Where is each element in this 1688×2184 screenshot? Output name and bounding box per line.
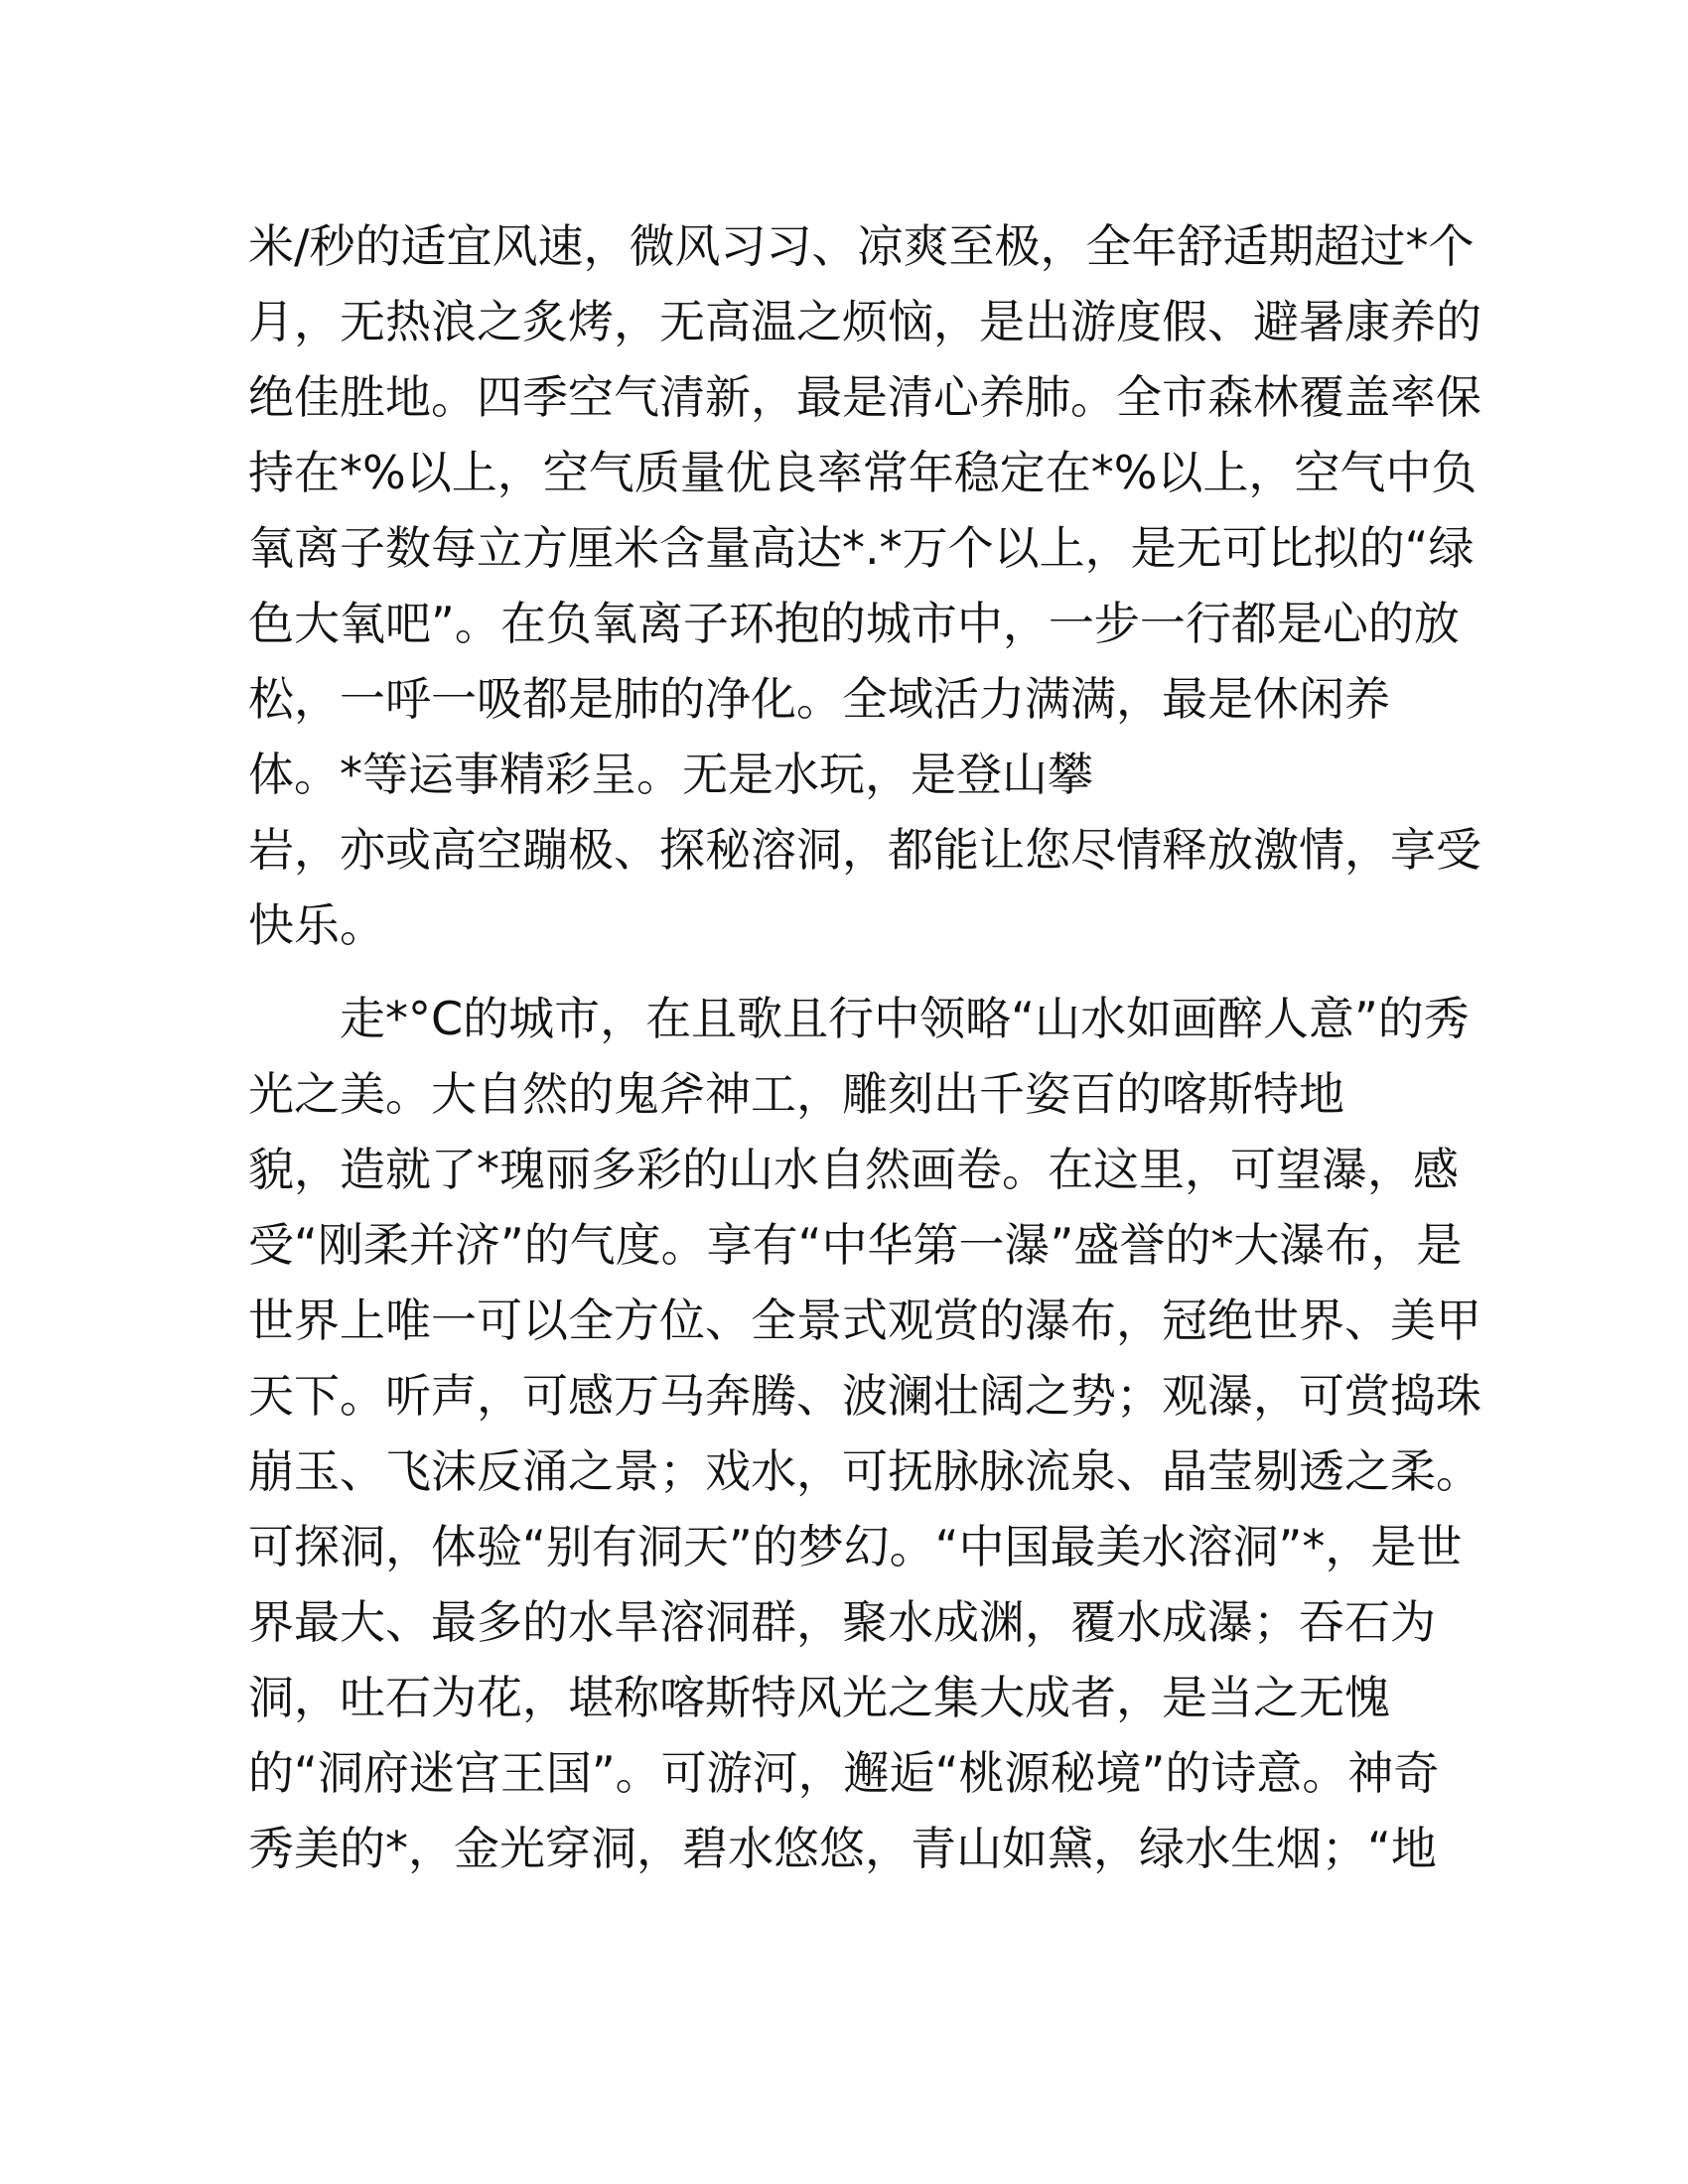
text-line: 可探洞，体验“别有洞天”的梦幻。“中国最美水溶洞”*，是世 <box>248 1520 1463 1573</box>
text-line: 世界上唯一可以全方位、全景式观赏的瀑布，冠绝世界、美甲 <box>248 1294 1481 1347</box>
text-line: 貌，造就了*瑰丽多彩的山水自然画卷。在这里，可望瀑，感 <box>248 1143 1459 1196</box>
text-line: 氧离子数每立方厘米含量高达*.*万个以上，是无可比拟的“绿 <box>248 521 1475 575</box>
text-line: 体。*等运事精彩呈。无是水玩，是登山攀 <box>248 748 1093 801</box>
text-line: 光之美。大自然的鬼斧神工，雕刻出千姿百的喀斯特地 <box>248 1067 1344 1121</box>
text-line: 界最大、最多的水旱溶洞群，聚水成渊，覆水成瀑；吞石为 <box>248 1595 1436 1649</box>
text-line: 秀美的*，金光穿洞，碧水悠悠，青山如黛，绿水生烟；“地 <box>248 1822 1437 1875</box>
paragraph-1 <box>248 208 1481 963</box>
paragraph-gap <box>248 963 1440 981</box>
text-line: 的“洞府迷宫王国”。可游河，邂逅“桃源秘境”的诗意。神奇 <box>248 1746 1440 1800</box>
text-line: 持在*%以上，空气质量优良率常年稳定在*%以上，空气中负 <box>248 446 1477 499</box>
text-line: 洞，吐石为花，堪称喀斯特风光之集大成者，是当之无愧 <box>248 1671 1390 1724</box>
text-line: 绝佳胜地。四季空气清新，最是清心养肺。全市森林覆盖率保 <box>248 370 1481 424</box>
text-line: 色大氧吧”。在负氧离子环抱的城市中，一步一行都是心的放 <box>248 597 1460 650</box>
text-line: 走*°C的城市，在且歌且行中领略“山水如画醉人意”的秀 <box>248 992 1470 1045</box>
text-line: 月，无热浪之炙烤，无高温之烦恼，是出游度假、避暑康养的 <box>248 295 1481 348</box>
text-line: 快乐。 <box>248 898 385 952</box>
text-line: 松，一呼一吸都是肺的净化。全域活力满满，最是休闲养 <box>248 672 1390 726</box>
text-line: 受“刚柔并济”的气度。享有“中华第一瀑”盛誉的*大瀑布，是 <box>248 1218 1463 1272</box>
body-text <box>248 208 1481 1886</box>
paragraph-2 <box>248 981 1481 1886</box>
text-line: 米/秒的适宜风速，微风习习、凉爽至极，全年舒适期超过*个 <box>248 219 1475 273</box>
text-line: 天下。听声，可感万马奔腾、波澜壮阔之势；观瀑，可赏捣珠 <box>248 1369 1481 1423</box>
text-line: 岩，亦或高空蹦极、探秘溶洞，都能让您尽情释放激情，享受 <box>248 823 1481 877</box>
text-line: 崩玉、飞沫反涌之景；戏水，可抚脉脉流泉、晶莹剔透之柔。 <box>248 1444 1481 1498</box>
